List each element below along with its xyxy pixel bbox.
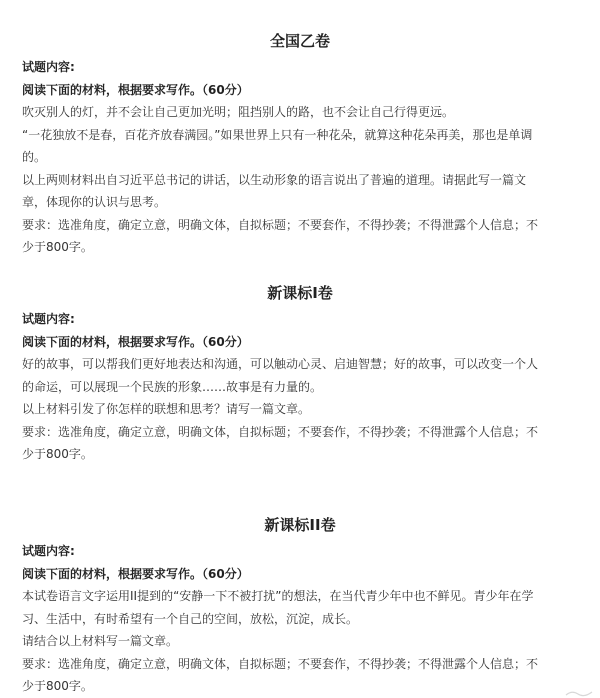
body-line: 少于800字。 xyxy=(22,447,93,461)
content-label: 试题内容: xyxy=(22,544,75,558)
instruction-line: 阅读下面的材料，根据要求写作。（60分） xyxy=(22,82,249,97)
body-line: 章，体现你的认识与思考。 xyxy=(22,195,167,209)
body-line: 习、生活中，有时希望有一个自己的空间，放松，沉淀，成长。 xyxy=(22,611,359,626)
content-label: 试题内容: xyxy=(22,312,75,326)
body-line: 的命运，可以展现一个民族的形象……故事是有力量的。 xyxy=(22,379,323,394)
section-title: 新课标I卷 xyxy=(267,284,333,302)
content-label: 试题内容: xyxy=(22,60,75,74)
watermark-logo xyxy=(564,688,594,698)
body-line: “一花独放不是春，百花齐放春满园。”如果世界上只有一种花朵，就算这种花朵再美，那也是单调 xyxy=(22,127,533,142)
body-line: 本试卷语言文字运用II提到的“安静一下不被打扰”的想法，在当代青少年中也不鲜见。青少年在学 xyxy=(22,589,534,603)
section-title: 全国乙卷 xyxy=(269,32,330,50)
section-title: 新课标II卷 xyxy=(264,516,336,534)
body-line: 少于800字。 xyxy=(22,240,93,254)
section-body xyxy=(0,308,600,466)
body-line: 以上材料引发了你怎样的联想和思考？请写一篇文章。 xyxy=(22,402,311,416)
body-line: 要求：选准角度，确定立意，明确文体，自拟标题；不要套作，不得抄袭；不得泄露个人信息；不 xyxy=(22,656,539,671)
section-xinkebiao-2 xyxy=(0,514,600,698)
body-line: 要求：选准角度，确定立意，明确文体，自拟标题；不要套作，不得抄袭；不得泄露个人信息；不 xyxy=(22,217,539,232)
section-quanguo-yi xyxy=(0,30,600,259)
body-line: 少于800字。 xyxy=(22,679,93,693)
section-xinkebiao-1 xyxy=(0,282,600,466)
body-line: 吹灭别人的灯，并不会让自己更加光明；阻挡别人的路，也不会让自己行得更远。 xyxy=(22,105,455,119)
instruction-line: 阅读下面的材料，根据要求写作。（60分） xyxy=(22,566,249,581)
body-line: 要求：选准角度，确定立意，明确文体，自拟标题；不要套作，不得抄袭；不得泄露个人信息；不 xyxy=(22,424,539,439)
body-line: 好的故事，可以帮我们更好地表达和沟通，可以触动心灵、启迪智慧；好的故事，可以改变一个人 xyxy=(22,357,539,371)
section-body xyxy=(0,540,600,698)
body-line: 的。 xyxy=(22,150,47,164)
instruction-line: 阅读下面的材料，根据要求写作。（60分） xyxy=(22,334,249,349)
body-line: 以上两则材料出自习近平总书记的讲话，以生动形象的语言说出了普遍的道理。请据此写一篇文 xyxy=(22,172,527,187)
section-body xyxy=(0,56,600,259)
body-line: 请结合以上材料写一篇文章。 xyxy=(22,634,179,648)
